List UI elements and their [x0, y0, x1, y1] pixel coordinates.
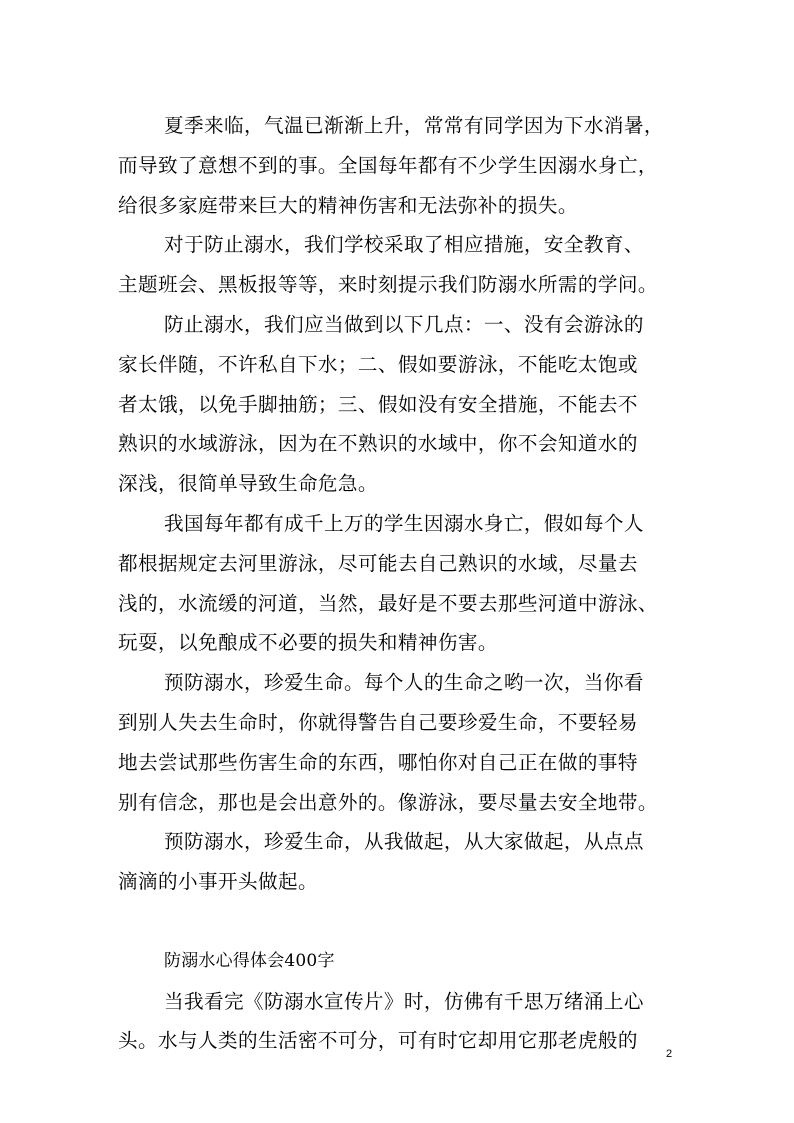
- paragraph-line: 深浅，很简单导致生命危急。: [118, 472, 378, 496]
- paragraph-line: 防止溺水，我们应当做到以下几点：一、没有会游泳的: [164, 312, 644, 336]
- paragraph-4: [118, 504, 678, 663]
- paragraph-line: 都根据规定去河里游泳，尽可能去自己熟识的水域，尽量去: [118, 551, 638, 575]
- paragraph-line: 当我看完《防溺水宣传片》时，仿佛有千思万绪涌上心: [164, 989, 644, 1013]
- paragraph-line: 对于防止溺水，我们学校采取了相应措施，安全教育、: [164, 233, 644, 257]
- section-heading: 防溺水心得体会400字: [164, 950, 335, 971]
- paragraph-line: 夏季来临，气温已渐渐上升，常常有同学因为下水消暑，: [164, 114, 664, 137]
- document-body: [118, 106, 678, 1061]
- paragraph-5: [118, 663, 678, 822]
- page-number: 2: [666, 1048, 673, 1060]
- paragraph-line: 浅的，水流缓的河道，当然，最好是不要去那些河道中游泳、: [118, 591, 658, 615]
- paragraph-line: 家长伴随，不许私自下水；二、假如要游泳，不能吃太饱或: [118, 352, 638, 376]
- paragraph-line: 熟识的水域游泳，因为在不熟识的水域中，你不会知道水的: [118, 432, 638, 456]
- paragraph-2: [118, 225, 678, 305]
- paragraph-line: 而导致了意想不到的事。全国每年都有不少学生因溺水身亡，: [118, 153, 658, 177]
- second-section-paragraph: [118, 982, 678, 1062]
- paragraph-line: 主题班会、黑板报等等，来时刻提示我们防溺水所需的学问。: [118, 273, 658, 297]
- paragraph-line: 预防溺水，珍爱生命，从我做起，从大家做起，从点点: [164, 830, 644, 854]
- blank-line: [118, 902, 678, 942]
- paragraph-1: [118, 106, 678, 225]
- paragraph-line: 滴滴的小事开头做起。: [118, 870, 318, 894]
- paragraph-line: 我国每年都有成千上万的学生因溺水身亡，假如每个人: [164, 511, 644, 535]
- paragraph-line: 者太饿，以免手脚抽筋；三、假如没有安全措施，不能去不: [118, 392, 638, 416]
- paragraph-line: 到别人失去生命时，你就得警告自己要珍爱生命，不要轻易: [118, 710, 638, 734]
- paragraph-line: 给很多家庭带来巨大的精神伤害和无法弥补的损失。: [118, 193, 578, 217]
- paragraph-line: 地去尝试那些伤害生命的东西，哪怕你对自己正在做的事特: [118, 750, 638, 774]
- paragraph-6: [118, 822, 678, 902]
- paragraph-line: 别有信念，那也是会出意外的。像游泳，要尽量去安全地带。: [118, 790, 658, 814]
- paragraph-line: 预防溺水，珍爱生命。每个人的生命之哟一次，当你看: [164, 671, 644, 695]
- paragraph-line: 玩耍，以免酿成不必要的损失和精神伤害。: [118, 631, 498, 655]
- paragraph-line: 头。水与人类的生活密不可分，可有时它却用它那老虎般的: [118, 1029, 638, 1053]
- paragraph-3: [118, 305, 678, 504]
